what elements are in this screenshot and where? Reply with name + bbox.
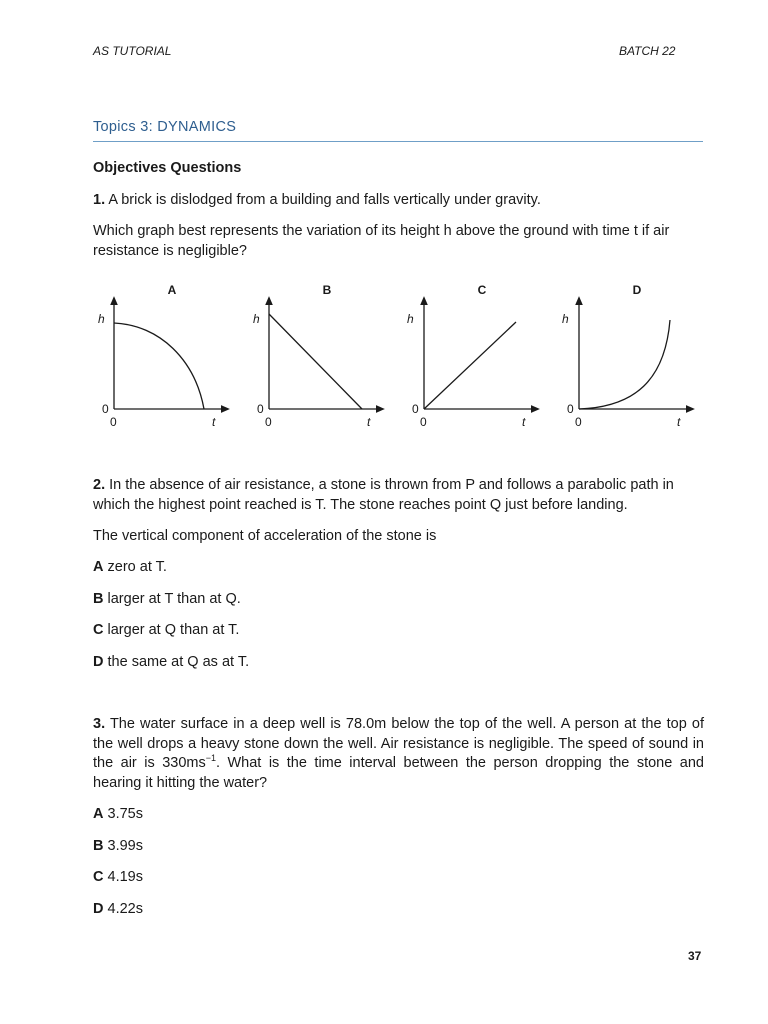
q3-option-d-text: 4.22s [103, 901, 143, 917]
q2-option-d [93, 653, 704, 673]
graph-c [407, 283, 536, 429]
q3-text [93, 715, 704, 793]
topic-title: Topics 3: DYNAMICS [93, 119, 237, 135]
graph-a-t-label: t [212, 415, 216, 429]
graph-d [562, 283, 691, 429]
q2-option-b-text: larger at T than at Q. [103, 591, 241, 607]
q1-graphs [90, 280, 700, 430]
q3-option-c [93, 868, 704, 888]
graph-d-curve [579, 320, 670, 409]
q3-option-a [93, 805, 704, 825]
q2-statement: In the absence of air resistance, a stone is thrown from P and follows a parabolic path in which the highest point reached is T. The stone reaches point Q just before landing. [93, 477, 674, 513]
q2-prompt: The vertical component of acceleration of the stone is [93, 528, 437, 544]
graph-c-origin-y: 0 [412, 402, 419, 416]
q3-option-b [93, 837, 704, 857]
graph-a-curve [114, 323, 204, 409]
graph-a-origin-y: 0 [102, 402, 109, 416]
graph-b-origin-x: 0 [265, 415, 272, 429]
q3-option-d [93, 900, 704, 920]
graph-a-label: A [167, 283, 177, 297]
graph-d-origin-x: 0 [575, 415, 582, 429]
q2-option-c [93, 621, 704, 641]
graph-d-label: D [632, 283, 642, 297]
q3-option-a-letter: A [93, 806, 104, 822]
q2-number: 2. [93, 477, 106, 493]
q3-option-c-letter: C [93, 869, 104, 885]
q3-statement: The water surface in a deep well is 78.0m below the top of the well. A person at the top of the well drops a heavy stone down the well. Air resistance is negligible. The speed of sound in the air is 330ms [93, 716, 704, 771]
graph-a [98, 283, 226, 429]
graph-c-origin-x: 0 [420, 415, 427, 429]
q2-option-c-letter: C [93, 622, 104, 638]
q2-option-a-letter: A [93, 559, 104, 575]
header-right: BATCH 22 [619, 44, 676, 58]
q2-option-b-letter: B [93, 591, 104, 607]
q3-number: 3. [93, 716, 106, 732]
q3-option-b-letter: B [93, 838, 104, 854]
graph-b [253, 283, 381, 429]
q3-unit-exponent: −1 [205, 753, 216, 764]
graph-d-h-label: h [562, 312, 569, 326]
q2-option-a-text: zero at T. [103, 559, 167, 575]
graph-c-label: C [477, 283, 487, 297]
graph-c-line [424, 322, 516, 409]
graph-b-h-label: h [253, 312, 260, 326]
graph-b-label: B [322, 283, 332, 297]
graph-c-t-label: t [522, 415, 526, 429]
q3-option-c-text: 4.19s [103, 869, 143, 885]
q2-option-a [93, 558, 704, 578]
q1-number: 1. [93, 192, 106, 208]
q2-text [93, 476, 704, 515]
graph-a-h-label: h [98, 312, 105, 326]
page-number: 37 [688, 949, 702, 963]
q3-option-a-text: 3.75s [103, 806, 143, 822]
graph-b-line [269, 314, 362, 409]
graph-d-origin-y: 0 [567, 402, 574, 416]
section-title: Objectives Questions [93, 160, 242, 176]
q2-option-c-text: larger at Q than at T. [103, 622, 240, 638]
header-left: AS TUTORIAL [93, 44, 172, 58]
q2-option-d-text: the same at Q as at T. [103, 654, 250, 670]
q2-option-d-letter: D [93, 654, 104, 670]
graph-b-t-label: t [367, 415, 371, 429]
q1-prompt: Which graph best represents the variation of its height h above the ground with time t if air resistance is negligible? [93, 223, 670, 259]
q1-statement: A brick is dislodged from a building and falls vertically under gravity. [105, 192, 541, 208]
graph-b-origin-y: 0 [257, 402, 264, 416]
q3-option-d-letter: D [93, 901, 104, 917]
q3-option-b-text: 3.99s [103, 838, 143, 854]
graph-c-h-label: h [407, 312, 414, 326]
title-divider [93, 141, 703, 142]
q1-text [93, 191, 704, 211]
q3-statement-end: . What is the time interval between the person dropping the stone and hearing it hitting the water? [93, 755, 704, 791]
q2-option-b [93, 590, 704, 610]
graph-a-origin-x: 0 [110, 415, 117, 429]
graph-d-t-label: t [677, 415, 681, 429]
